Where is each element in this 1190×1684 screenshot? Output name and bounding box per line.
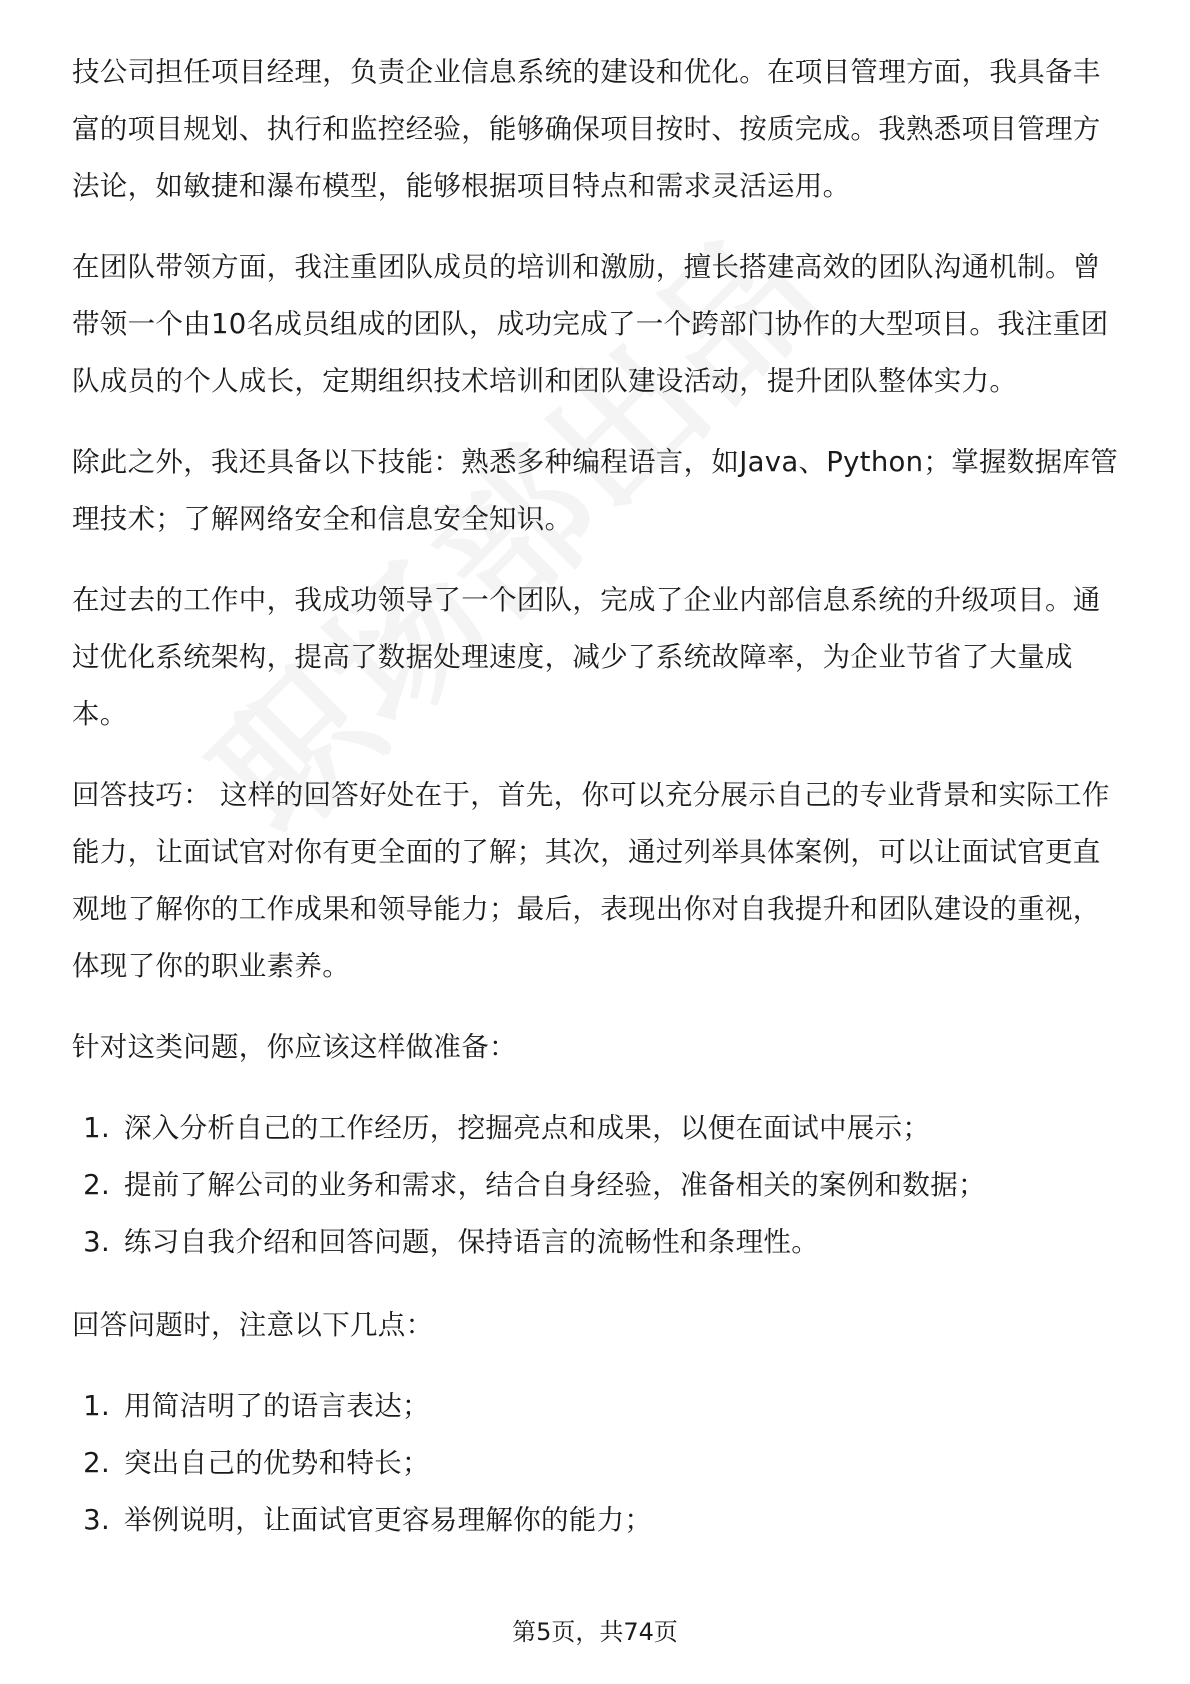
list-item xyxy=(72,1492,1120,1549)
answer-list xyxy=(72,1378,1120,1549)
list-text: 举例说明，让面试官更容易理解你的能力； xyxy=(124,1504,653,1536)
list-item xyxy=(72,1378,1120,1435)
list-text: 练习自我介绍和回答问题，保持语言的流畅性和条理性。 xyxy=(124,1226,819,1258)
paragraph-skills: 除此之外，我还具备以下技能：熟悉多种编程语言，如Java、Python；掌握数据库管理技术；了解网络安全和信息安全知识。 xyxy=(72,446,1119,535)
list-item xyxy=(72,1214,1120,1271)
document-body xyxy=(72,44,1120,1575)
paragraph-achievement: 在过去的工作中，我成功领导了一个团队，完成了企业内部信息系统的升级项目。通过优化系统架构，提高了数据处理速度，减少了系统故障率，为企业节省了大量成本。 xyxy=(72,584,1101,730)
paragraph-answer-tips: 回答技巧： 这样的回答好处在于，首先，你可以充分展示自己的专业背景和实际工作能力，让面试官对你有更全面的了解；其次，通过列举具体案例，可以让面试官更直观地了解你的工作成果和领导能力；最后，表现出你对自我提升和团队建设的重视，体现了你的职业素养。 xyxy=(72,779,1110,982)
list-text: 用简洁明了的语言表达； xyxy=(124,1390,430,1422)
page-footer: 第5页，共74页 xyxy=(512,1618,678,1646)
paragraph-team-leadership: 在团队带领方面，我注重团队成员的培训和激励，擅长搭建高效的团队沟通机制。曾带领一个由10名成员组成的团队，成功完成了一个跨部门协作的大型项目。我注重团队成员的个人成长，定期组织技术培训和团队建设活动，提升团队整体实力。 xyxy=(72,251,1109,397)
paragraph-project-management: 技公司担任项目经理，负责企业信息系统的建设和优化。在项目管理方面，我具备丰富的项目规划、执行和监控经验，能够确保项目按时、按质完成。我熟悉项目管理方法论，如敏捷和瀑布模型，能够根据项目特点和需求灵活运用。 xyxy=(72,56,1101,202)
list-item xyxy=(72,1100,1120,1157)
list-number: 2. xyxy=(83,1447,110,1479)
list-number: 2. xyxy=(83,1169,110,1201)
list-text: 深入分析自己的工作经历，挖掘亮点和成果，以便在面试中展示； xyxy=(124,1112,931,1144)
list-item xyxy=(72,1157,1120,1214)
list-number: 3. xyxy=(83,1226,110,1258)
list-number: 1. xyxy=(83,1112,110,1144)
prep-list xyxy=(72,1100,1120,1271)
list-item xyxy=(72,1435,1120,1492)
paragraph-answer-intro: 回答问题时，注意以下几点： xyxy=(72,1309,434,1341)
paragraph-prep-intro: 针对这类问题，你应该这样做准备： xyxy=(72,1031,517,1063)
list-text: 提前了解公司的业务和需求，结合自身经验，准备相关的案例和数据； xyxy=(124,1169,986,1201)
list-text: 突出自己的优势和特长； xyxy=(124,1447,430,1479)
list-number: 3. xyxy=(83,1504,110,1536)
list-number: 1. xyxy=(83,1390,110,1422)
